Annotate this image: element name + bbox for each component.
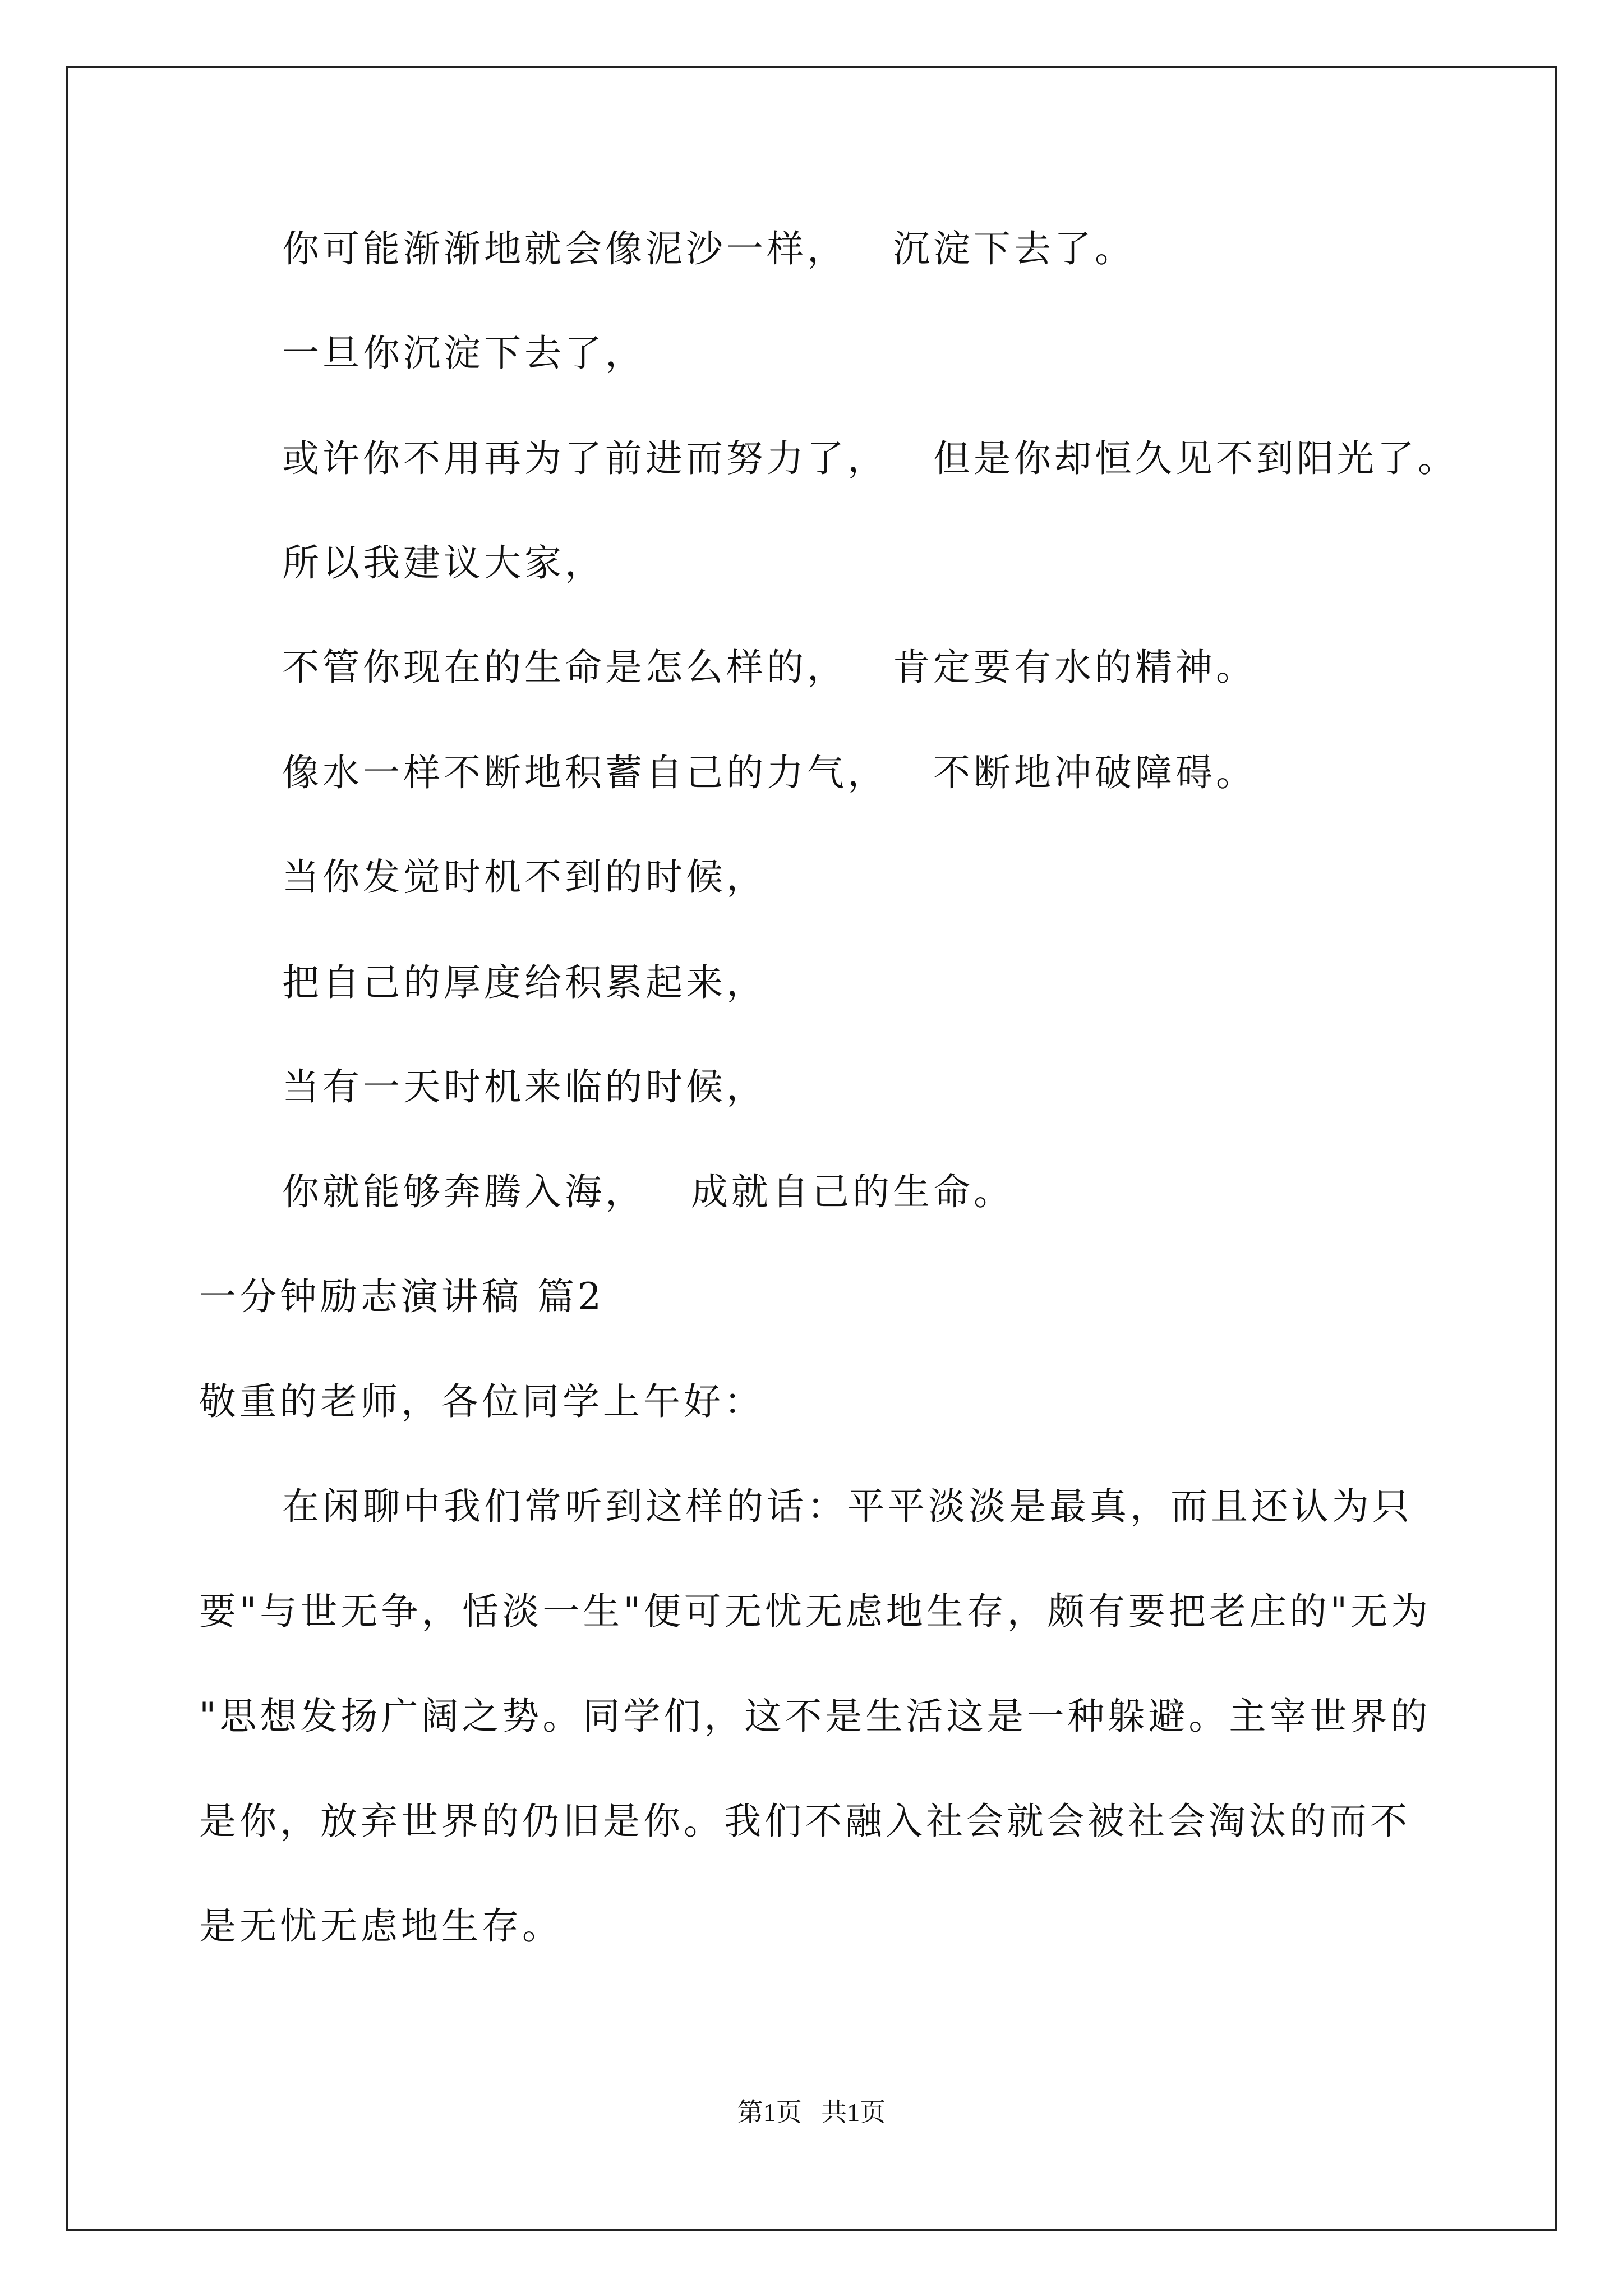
paragraph-line: "思想发扬广阔之势。同学们，这不是生活这是一种躲避。主宰世界的 — [199, 1695, 1431, 1738]
body-line: 你就能够奔腾入海， 成就自己的生命。 — [282, 1170, 1014, 1213]
body-line: 像水一样不断地积蓄自己的力气， 不断地冲破障碍。 — [282, 751, 1256, 794]
paragraph-line: 在闲聊中我们常听到这样的话：平平淡淡是最真，而且还认为只 — [282, 1485, 1413, 1528]
page-number-footer: 第1页 共1页 — [737, 2098, 886, 2127]
salutation: 敬重的老师，各位同学上午好： — [199, 1380, 764, 1423]
body-line: 当有一天时机来临的时候， — [282, 1065, 767, 1108]
body-line: 不管你现在的生命是怎么样的， 肯定要有水的精神。 — [282, 646, 1256, 689]
paragraph-line: 要"与世无争，恬淡一生"便可无忧无虑地生存，颇有要把老庄的"无为 — [199, 1590, 1432, 1633]
body-line: 把自己的厚度给积累起来， — [282, 961, 767, 1004]
section-heading: 一分钟励志演讲稿 篇2 — [199, 1275, 605, 1318]
body-line: 一旦你沉淀下去了， — [282, 332, 645, 375]
paragraph-line: 是无忧无虑地生存。 — [199, 1904, 562, 1948]
body-line: 或许你不用再为了前进而努力了， 但是你却恒久见不到阳光了。 — [282, 437, 1458, 480]
paragraph-line: 是你，放弃世界的仍旧是你。我们不融入社会就会被社会淘汰的而不 — [199, 1800, 1410, 1843]
body-line: 所以我建议大家， — [282, 541, 605, 585]
body-line: 你可能渐渐地就会像泥沙一样， 沉淀下去了。 — [282, 227, 1135, 270]
body-line: 当你发觉时机不到的时候， — [282, 855, 767, 899]
